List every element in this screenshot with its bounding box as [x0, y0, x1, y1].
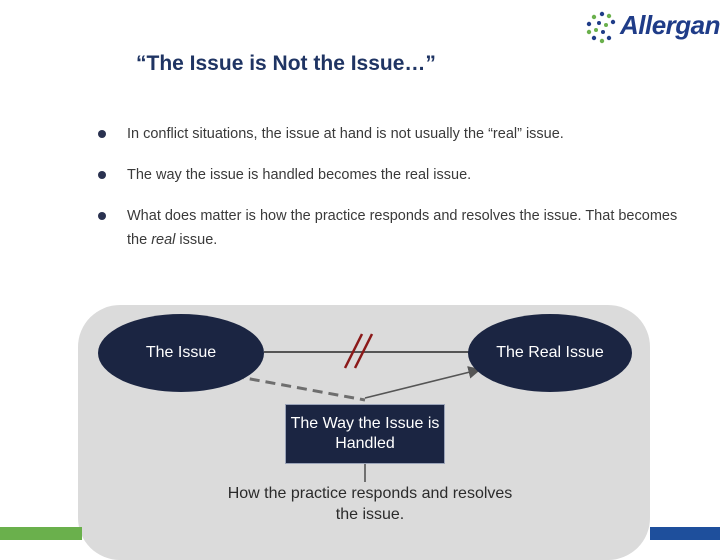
middle-to-right-arrow [365, 370, 478, 398]
node-the-way-handled: The Way the Issue is Handled [285, 404, 445, 464]
logo-text: Allergan [620, 10, 720, 40]
dashed-path [234, 376, 365, 400]
bullet-text-after: issue. [175, 232, 218, 248]
slide-title: “The Issue is Not the Issue…” [136, 52, 436, 75]
bullet-text: In conflict situations, the issue at hand is not usually the “real” issue. [127, 126, 564, 142]
node-the-real-issue: The Real Issue [468, 314, 632, 392]
node-the-issue: The Issue [98, 314, 264, 392]
footer-bar-blue [650, 527, 720, 540]
bullet-text-before: What does matter is how the practice responds and resolves the issue. That becomes the [127, 208, 678, 248]
footer-bar-green [0, 527, 82, 540]
bullet-text: The way the issue is handled becomes the real issue. [127, 167, 472, 183]
diagram-caption: How the practice responds and resolves the issue. [227, 485, 513, 523]
bullet-text-emphasis: real [151, 232, 176, 248]
